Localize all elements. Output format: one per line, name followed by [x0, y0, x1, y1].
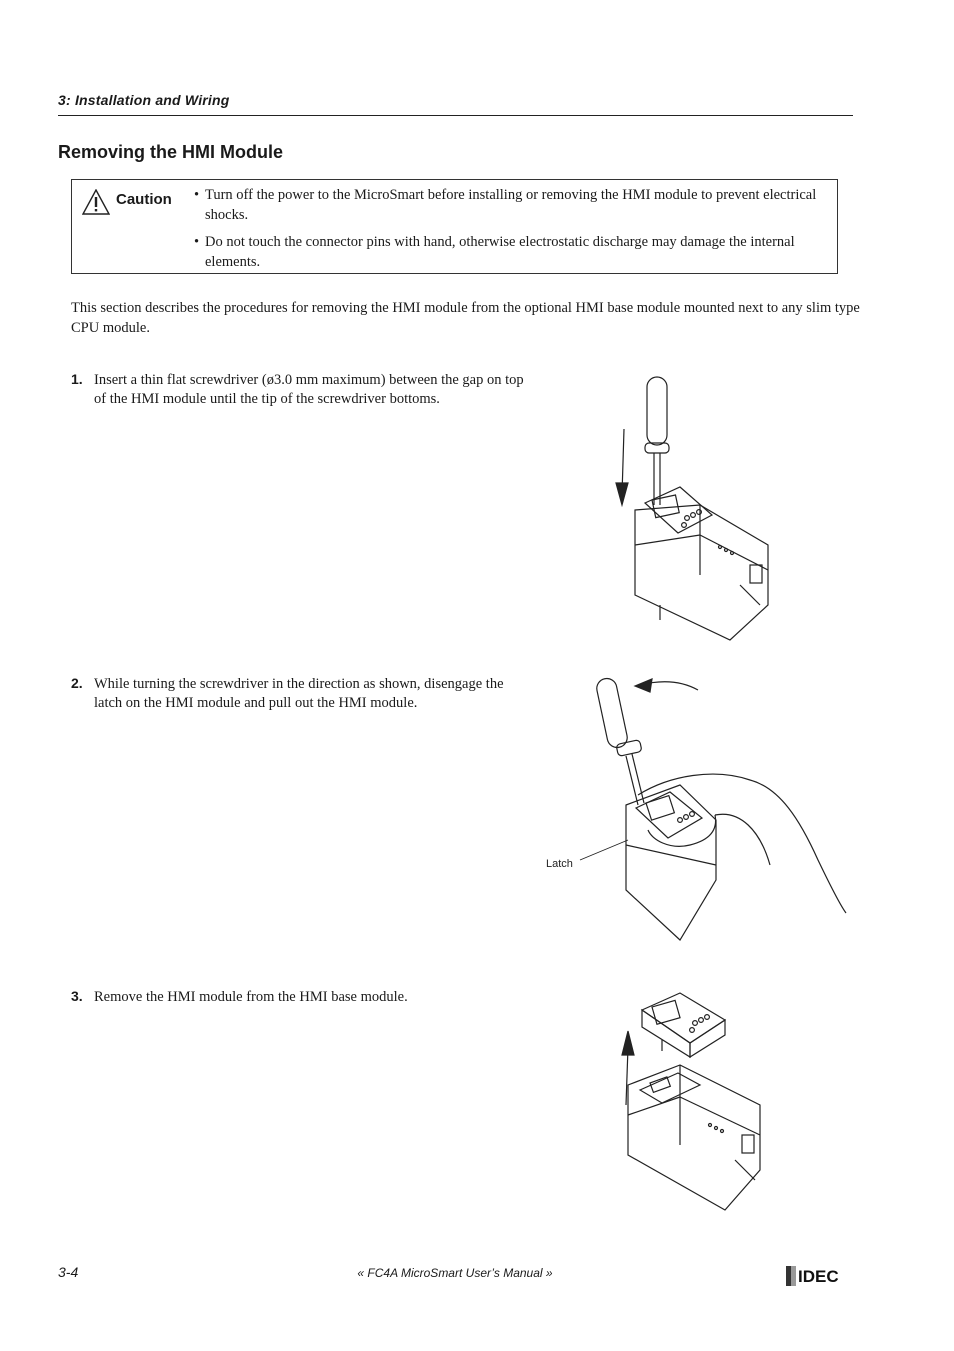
step-number: 3.	[71, 988, 83, 1004]
idec-logo	[786, 1264, 856, 1288]
step-number: 2.	[71, 675, 83, 691]
warning-triangle-icon	[82, 189, 110, 215]
figure-insert-screwdriver	[600, 365, 790, 645]
step-text: Remove the HMI module from the HMI base module.	[94, 989, 408, 1005]
intro-paragraph: This section describes the procedures for removing the HMI module from the optional HMI base module mounted next to any slim type CPU module.	[71, 300, 860, 336]
manual-title: « FC4A MicroSmart User’s Manual »	[357, 1266, 553, 1280]
caution-bullet: • Turn off the power to the MicroSmart before installing or removing the HMI module to prevent electrical shocks.	[194, 187, 817, 223]
caution-label: Caution	[116, 191, 172, 208]
svg-text:IDEC: IDEC	[798, 1267, 839, 1286]
section-title: Removing the HMI Module	[58, 142, 283, 162]
figure-remove-hmi	[600, 985, 780, 1215]
step-number: 1.	[71, 371, 83, 387]
figure-disengage-latch	[540, 670, 860, 950]
step-text: Insert a thin flat screwdriver (ø3.0 mm maximum) between the gap on top of the HMI module until the tip of the screwdriver bottoms.	[94, 372, 524, 407]
header-divider	[58, 115, 853, 116]
latch-label: Latch	[546, 858, 573, 870]
page-number: 3-4	[58, 1264, 79, 1280]
caution-bullet: • Do not touch the connector pins with hand, otherwise electrostatic discharge may damage the internal elements.	[194, 234, 795, 270]
chapter-header: 3: Installation and Wiring	[58, 92, 230, 108]
step-text: While turning the screwdriver in the direction as shown, disengage the latch on the HMI module and pull out the HMI module.	[94, 676, 504, 711]
